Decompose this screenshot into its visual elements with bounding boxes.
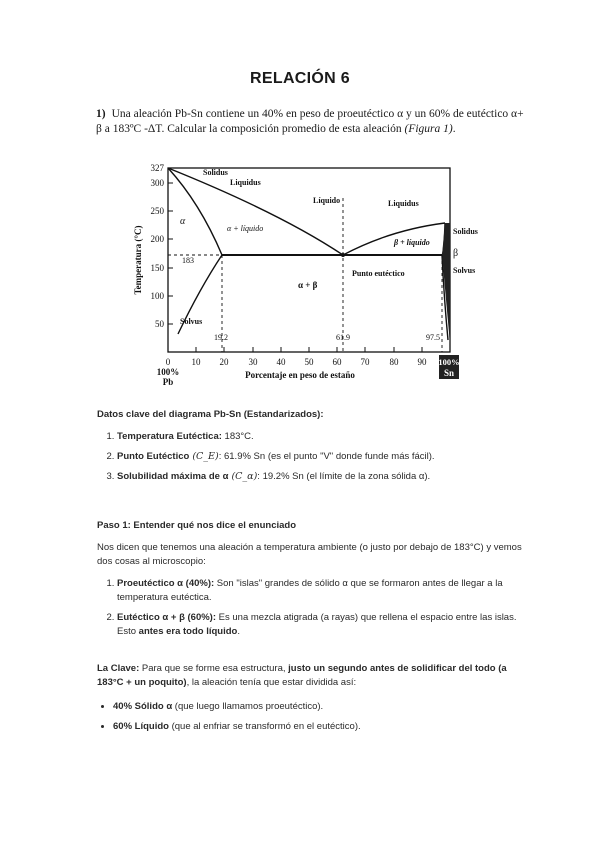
x-tick-label: 0 xyxy=(165,357,171,367)
eutectic-point-marker xyxy=(341,253,345,257)
x-tick-label: 80 xyxy=(389,357,399,367)
y-tick-label: 327 xyxy=(150,163,164,173)
label-solidus-left: Solidus xyxy=(203,168,228,177)
clave-bullet: • 40% Sólido α (que luego llamamos proeutéctico). xyxy=(113,700,527,714)
label-c-97-5: 97.5 xyxy=(426,333,440,342)
x-tick-label: 60 xyxy=(332,357,342,367)
pb-label: Pb xyxy=(162,377,174,387)
label-solvus-left: Solvus xyxy=(180,317,203,326)
x-tick-label: 20 xyxy=(219,357,229,367)
key-data-item: 1. Temperatura Eutéctica: 183°C. xyxy=(117,430,527,444)
sn-label: Sn xyxy=(443,368,455,378)
label-alpha: α xyxy=(180,216,186,227)
label-beta: β xyxy=(453,248,459,259)
x-tick-label: 90 xyxy=(417,357,427,367)
key-data-heading: Datos clave del diagrama Pb-Sn (Estandarizados): xyxy=(97,409,324,420)
key-data-item: 3. Solubilidad máxima de α (C_α): 19.2% Sn (el límite de la zona sólida α). xyxy=(117,470,527,484)
label-solvus-right: Solvus xyxy=(453,266,476,275)
clave-bullet: • 60% Líquido (que al enfriar se transformó en el eutéctico). xyxy=(113,720,527,734)
y-tick-labels xyxy=(151,163,165,329)
x-tick-label: 50 xyxy=(304,357,314,367)
pb-sn-phase-diagram xyxy=(130,158,478,394)
phase-boundaries xyxy=(168,168,448,340)
label-liquido: Líquido xyxy=(313,196,341,205)
y-tick-label: 300 xyxy=(150,178,164,188)
page-title: RELACIÓN 6 xyxy=(250,70,350,87)
clave-paragraph: La Clave: Para que se forme esa estructura, justo un segundo antes de solidificar del todo (a 183°C + un poquito), la aleación tenía que estar dividida así: xyxy=(97,663,507,688)
y-mark-183: 183 xyxy=(182,256,194,265)
label-alpha-liquid: α + líquido xyxy=(227,224,264,233)
step1-item: 1. Proeutéctico α (40%): Son "islas" grandes de sólido α que se formaron antes de llegar a la temperatura eutéctica. xyxy=(117,577,527,605)
problem-number: 1) xyxy=(96,108,106,120)
figure-reference: (Figura 1) xyxy=(404,123,453,135)
x-tick-marks xyxy=(168,347,422,352)
y-tick-label: 250 xyxy=(150,206,164,216)
clave-bullets xyxy=(97,700,527,734)
label-alpha-beta: α + β xyxy=(298,280,318,290)
y-tick-label: 50 xyxy=(155,319,164,329)
solidus-left-line xyxy=(168,168,222,255)
y-tick-label: 150 xyxy=(150,263,164,273)
plot-frame xyxy=(168,168,450,352)
x-axis-label: Porcentaje en peso de estaño xyxy=(245,370,355,380)
y-tick-label: 200 xyxy=(150,234,164,244)
x-tick-label-100: 100% xyxy=(438,357,460,367)
x-tick-label: 30 xyxy=(248,357,258,367)
phase-diagram-svg xyxy=(130,158,478,394)
label-c-19-2: 19.2 xyxy=(214,333,228,342)
label-solidus-right: Solidus xyxy=(453,227,478,236)
x-tick-labels xyxy=(166,357,427,367)
y-tick-marks xyxy=(168,168,173,324)
clave-section xyxy=(97,662,527,740)
step1-list xyxy=(97,577,527,639)
x-tick-label: 70 xyxy=(360,357,370,367)
step1-intro: Nos dicen que tenemos una aleación a temperatura ambiente (o justo por debajo de 183°C) y vemos dos cosas al microscopio: xyxy=(97,542,522,567)
key-data-section xyxy=(97,408,527,490)
step1-section xyxy=(97,519,527,645)
y-axis-label: Temperatura (°C) xyxy=(133,225,143,295)
label-c-61-9: 61.9 xyxy=(336,333,350,342)
problem-text: Una aleación Pb-Sn contiene un 40% en peso de proeutéctico α y un 60% de eutéctico α+ β a 183ºC -ΔT. Calcular la composición promedio de esta aleación xyxy=(96,108,524,135)
key-data-item: 2. Punto Eutéctico (C_E): 61.9% Sn (es el punto "V" donde funde más fácil). xyxy=(117,450,527,464)
step1-item: 2. Eutéctico α + β (60%): Es una mezcla atigrada (a rayas) que rellena el espacio entre las islas. Esto antes era todo líquido. xyxy=(117,611,527,639)
x-left-end-label: 100% xyxy=(156,367,180,377)
step1-heading: Paso 1: Entender qué nos dice el enunciado xyxy=(97,520,297,531)
problem-statement: 1) Una aleación Pb-Sn contiene un 40% en peso de proeutéctico α y un 60% de eutéctico α+ β a 183ºC -ΔT. Calcular la composición promedio de esta aleación (Figura 1). xyxy=(96,108,524,135)
label-liquidus-right: Liquidus xyxy=(388,199,419,208)
label-eutectic-point: Punto eutéctico xyxy=(352,269,405,278)
label-liquidus-left: Liquidus xyxy=(230,178,261,187)
y-tick-label: 100 xyxy=(150,291,164,301)
x-tick-label: 10 xyxy=(191,357,201,367)
key-data-list xyxy=(97,430,527,484)
x-tick-label: 40 xyxy=(276,357,286,367)
label-beta-liquid: β + líquido xyxy=(394,238,430,247)
